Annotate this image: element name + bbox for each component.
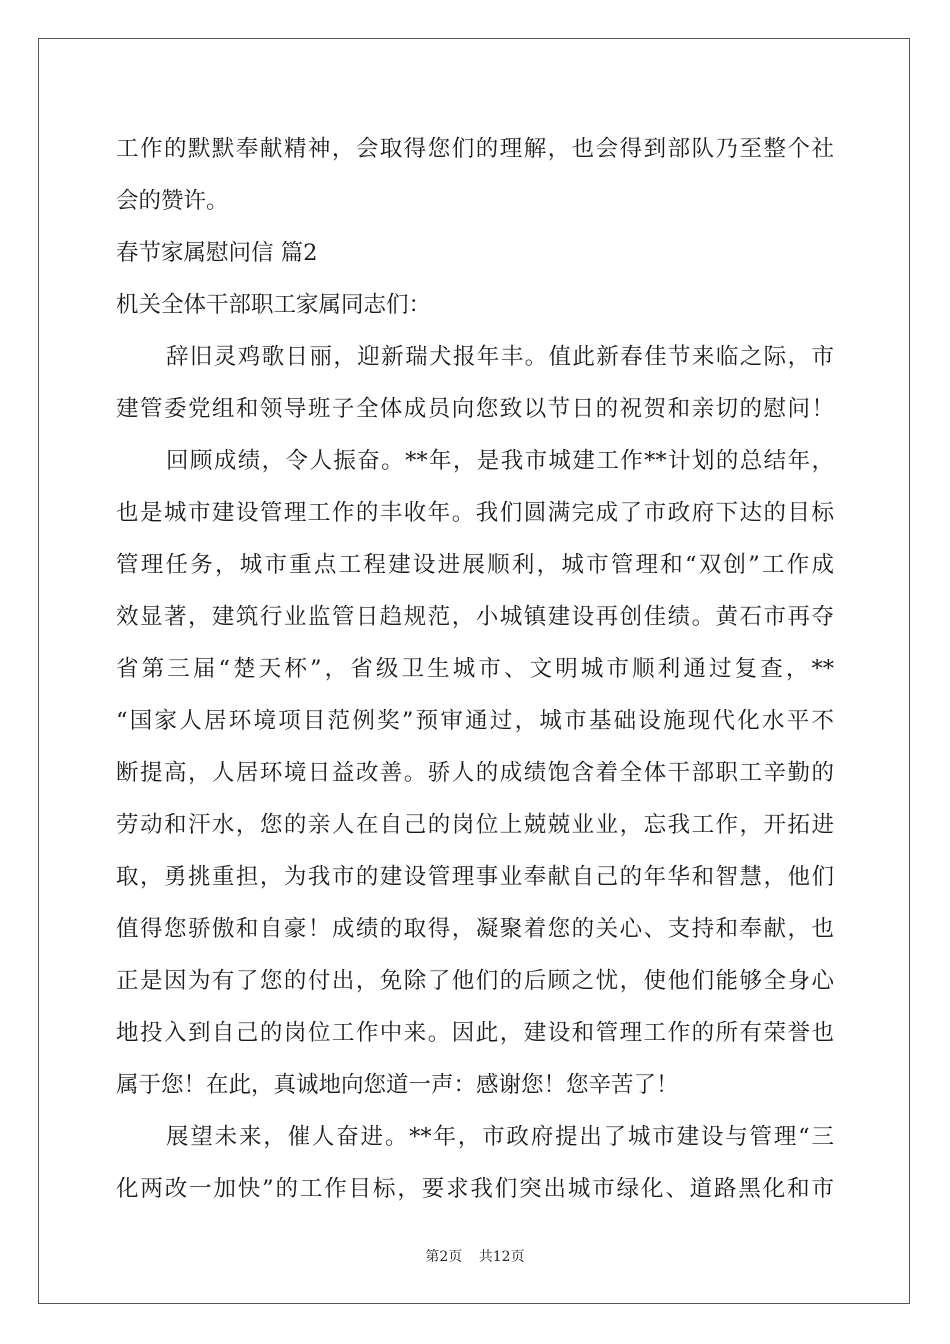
text-line: 属于您！在此，真诚地向您道一声：感谢您！您辛苦了！ bbox=[116, 1072, 679, 1098]
text-line: 辞旧灵鸡歌日丽，迎新瑞犬报年丰。值此新春佳节来临之际，市 bbox=[166, 344, 834, 370]
page-footer bbox=[0, 1246, 950, 1266]
text-line: 会的赞许。 bbox=[116, 188, 229, 214]
text-line: 取，勇挑重担，为我市的建设管理事业奉献自己的年华和智慧，他们 bbox=[116, 864, 834, 890]
page-total: 共12页 bbox=[478, 1249, 525, 1265]
page-number: 第2页 bbox=[425, 1249, 463, 1265]
text-line: 劳动和汗水，您的亲人在自己的岗位上兢兢业业，忘我工作，开拓进 bbox=[116, 812, 834, 838]
text-line: 春节家属慰问信 篇2 bbox=[116, 240, 318, 266]
text-line: 正是因为有了您的付出，免除了他们的后顾之忧，使他们能够全身心 bbox=[116, 968, 834, 994]
text-line: 断提高，人居环境日益改善。骄人的成绩饱含着全体干部职工辛勤的 bbox=[116, 760, 834, 786]
text-line: “国家人居环境项目范例奖”预审通过，城市基础设施现代化水平不 bbox=[116, 708, 834, 734]
text-line: 地投入到自己的岗位工作中来。因此，建设和管理工作的所有荣誉也 bbox=[116, 1020, 834, 1046]
text-line: 展望未来，催人奋进。**年，市政府提出了城市建设与管理“三 bbox=[166, 1124, 834, 1150]
text-line: 机关全体干部职工家属同志们： bbox=[116, 292, 432, 318]
text-line: 回顾成绩，令人振奋。**年，是我市城建工作**计划的总结年， bbox=[166, 448, 834, 474]
text-line: 管理任务，城市重点工程建设进展顺利，城市管理和“双创”工作成 bbox=[116, 552, 834, 578]
document-body bbox=[116, 123, 834, 1215]
text-line: 工作的默默奉献精神，会取得您们的理解，也会得到部队乃至整个社 bbox=[116, 136, 834, 162]
text-line: 值得您骄傲和自豪！成绩的取得，凝聚着您的关心、支持和奉献，也 bbox=[116, 916, 834, 942]
text-line: 也是城市建设管理工作的丰收年。我们圆满完成了市政府下达的目标 bbox=[116, 500, 834, 526]
text-line: 建管委党组和领导班子全体成员向您致以节日的祝贺和亲切的慰问！ bbox=[116, 396, 834, 422]
text-line: 效显著，建筑行业监管日趋规范，小城镇建设再创佳绩。黄石市再夺 bbox=[116, 604, 834, 630]
text-line: 省第三届“楚天杯”，省级卫生城市、文明城市顺利通过复查，** bbox=[116, 656, 834, 682]
text-line: 化两改一加快”的工作目标，要求我们突出城市绿化、道路黑化和市 bbox=[116, 1176, 834, 1202]
